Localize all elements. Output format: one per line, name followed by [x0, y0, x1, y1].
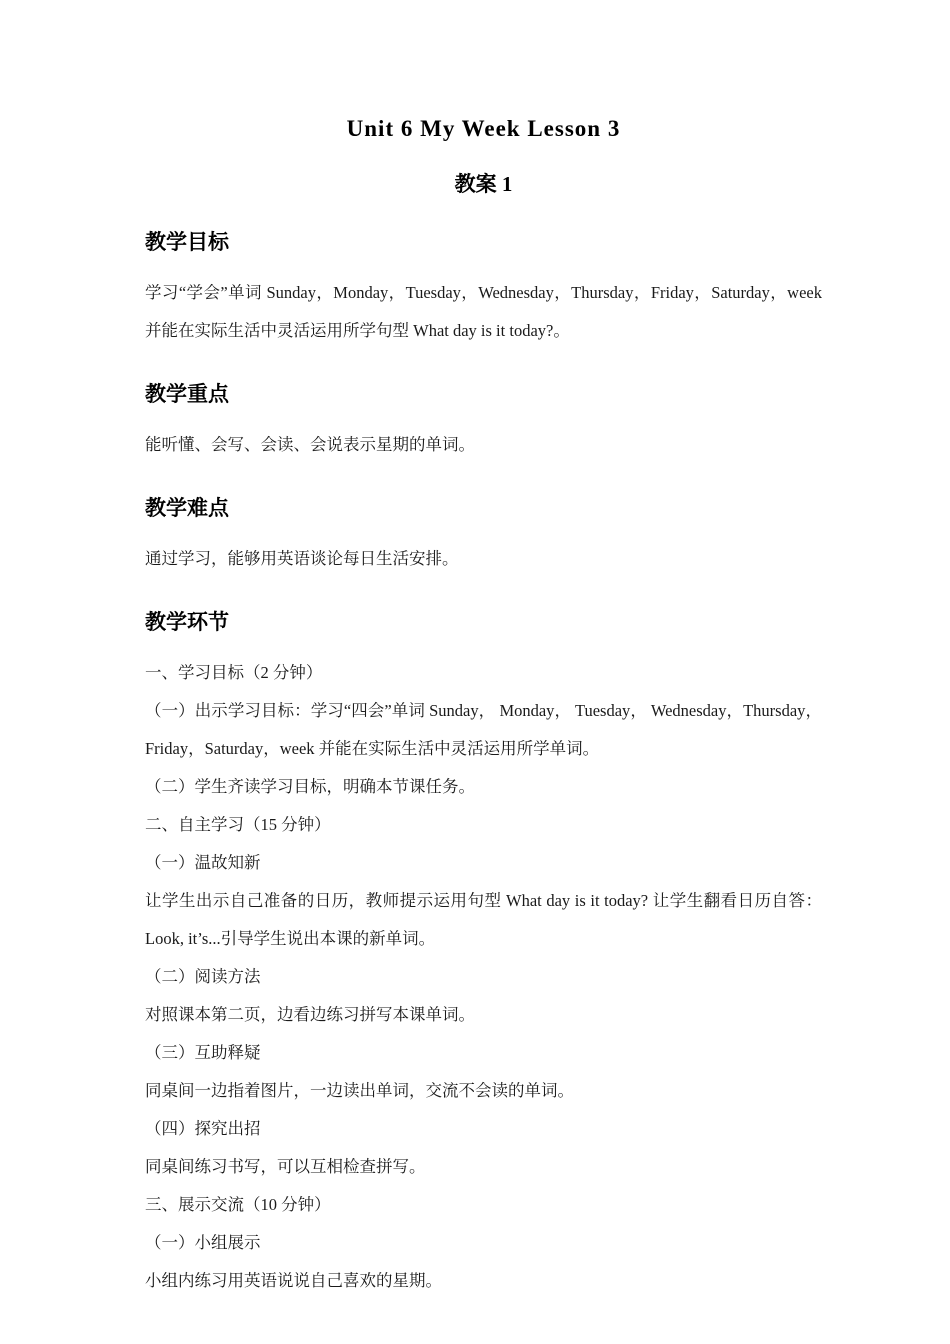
document-sections [145, 226, 822, 1300]
document-title: Unit 6 My Week Lesson 3 [346, 116, 621, 141]
paragraph: 同桌间一边指着图片，一边读出单词，交流不会读的单词。 [145, 1081, 574, 1100]
section-heading: 教学难点 [145, 496, 229, 520]
paragraph: （三）互助释疑 [145, 1043, 261, 1062]
paragraph: （二）阅读方法 [145, 967, 261, 986]
section-heading: 教学目标 [145, 230, 229, 254]
paragraph: 学习“学会”单词 Sunday，Monday，Tuesday，Wednesday，Thursday，Friday，Saturday，week 并能在实际生活中灵活运用所学句型 What day is it today?。 [145, 283, 822, 340]
paragraph: 小组内练习用英语说说自己喜欢的星期。 [145, 1271, 442, 1290]
document-subtitle: 教案 1 [454, 172, 513, 196]
paragraph: 一、学习目标（2 分钟） [145, 663, 323, 682]
paragraph: 能听懂、会写、会读、会说表示星期的单词。 [145, 435, 475, 454]
paragraph: 同桌间练习书写，可以互相检查拼写。 [145, 1157, 426, 1176]
section-heading: 教学重点 [145, 382, 229, 406]
paragraph: （四）探究出招 [145, 1119, 261, 1138]
paragraph: 对照课本第二页，边看边练习拼写本课单词。 [145, 1005, 475, 1024]
paragraph: （一）小组展示 [145, 1233, 261, 1252]
paragraph: 三、展示交流（10 分钟） [145, 1195, 331, 1214]
paragraph: （二）学生齐读学习目标，明确本节课任务。 [145, 777, 475, 796]
paragraph: （一）出示学习目标：学习“四会”单词 Sunday， Monday， Tuesday， Wednesday，Thursday，Friday，Saturday，week 并能在实际生活中灵活运用所学单词。 [145, 701, 822, 758]
paragraph: 二、自主学习（15 分钟） [145, 815, 331, 834]
paragraph: 通过学习，能够用英语谈论每日生活安排。 [145, 549, 459, 568]
paragraph: 让学生出示自己准备的日历，教师提示运用句型 What day is it today? 让学生翻看日历自答：Look, it’s...引导学生说出本课的新单词。 [145, 891, 822, 948]
paragraph: （一）温故知新 [145, 853, 261, 872]
section-heading: 教学环节 [145, 610, 229, 634]
